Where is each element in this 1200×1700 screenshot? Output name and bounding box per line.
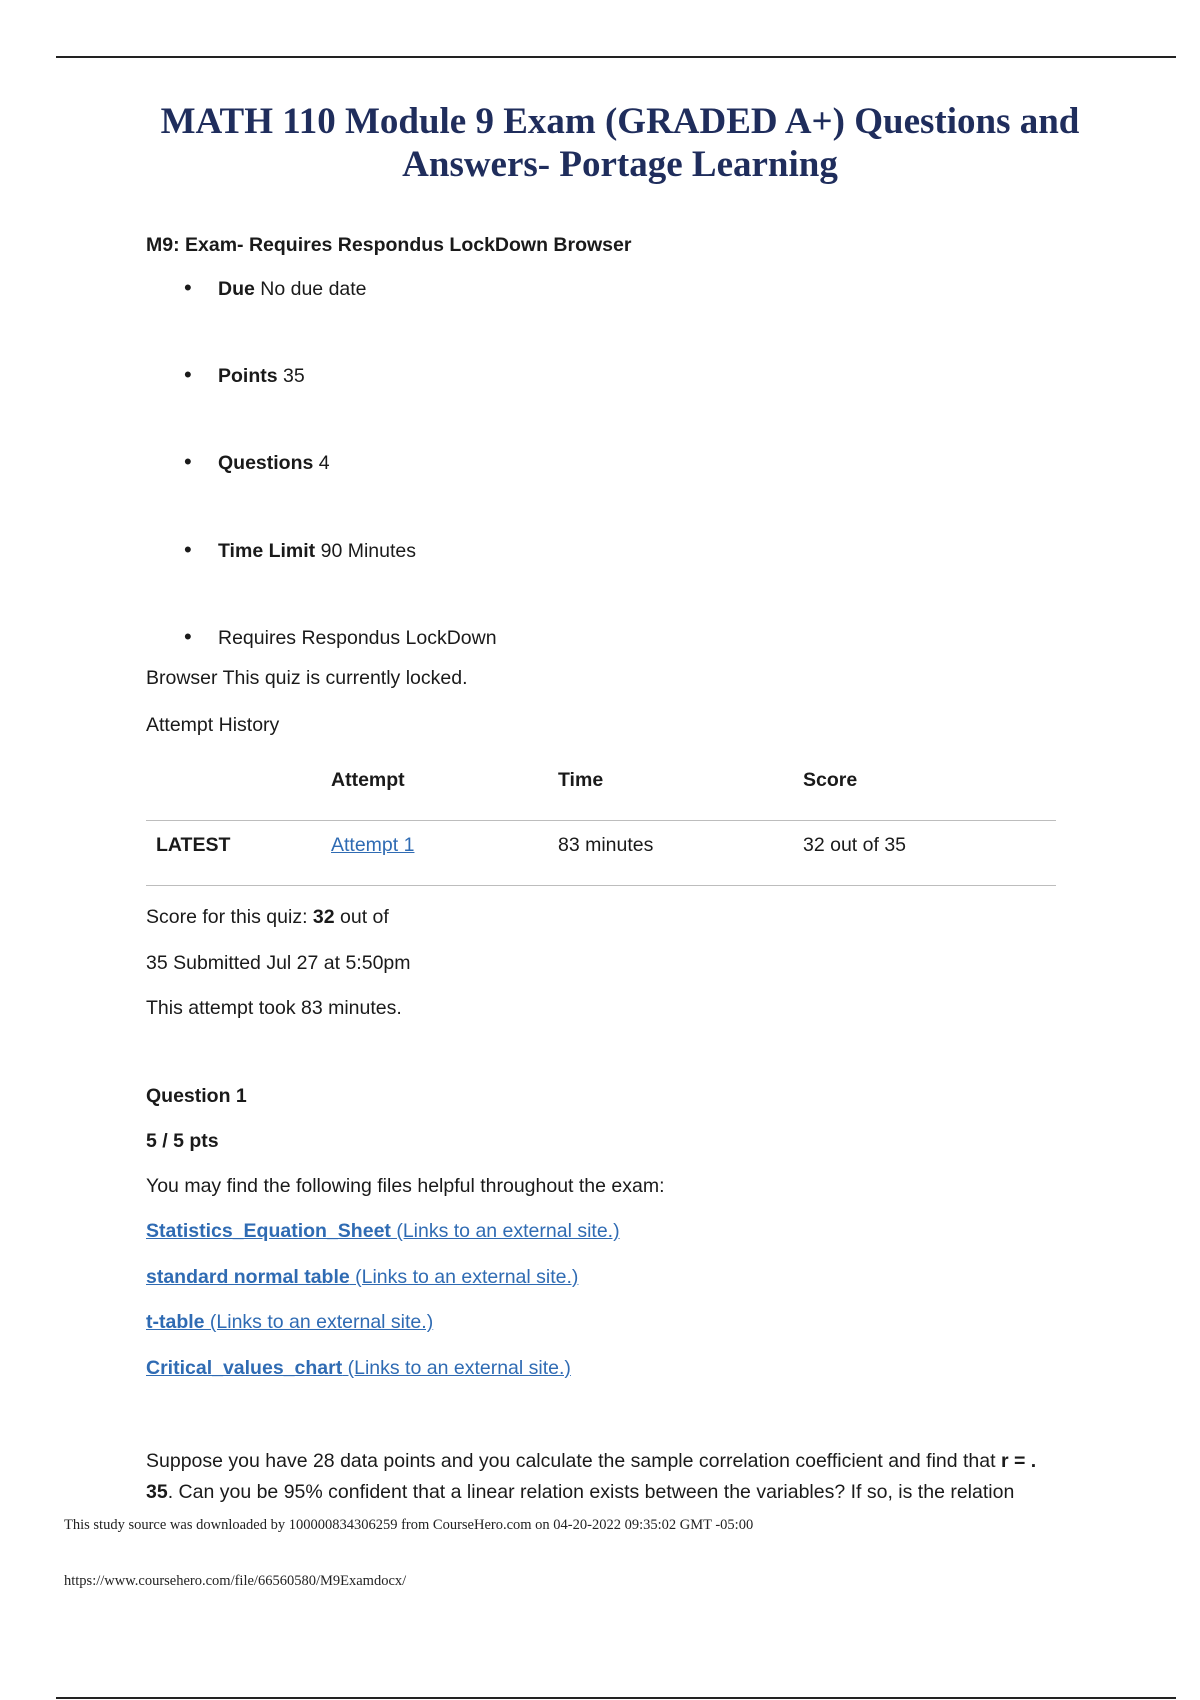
attempt-history-label: Attempt History	[146, 714, 280, 736]
link-name: t-table	[146, 1311, 205, 1333]
bullet-icon: •	[184, 624, 192, 649]
link-name: Statistics_Equation_Sheet	[146, 1220, 391, 1242]
score-prefix: Score for this quiz:	[146, 906, 313, 928]
detail-value: Requires Respondus LockDown	[218, 627, 497, 649]
external-link-note: (Links to an external site.)	[349, 1266, 579, 1288]
external-link-note: (Links to an external site.)	[342, 1357, 571, 1379]
detail-value: 4	[318, 452, 330, 474]
table-header-attempt: Attempt	[331, 769, 405, 791]
link-standard-normal-table[interactable]	[146, 1266, 578, 1289]
link-name: Critical_values_chart	[146, 1357, 343, 1379]
row-time: 83 minutes	[558, 834, 654, 856]
external-link-note: (Links to an external site.)	[390, 1220, 620, 1242]
bottom-rule	[56, 1697, 1176, 1699]
score-line	[146, 906, 389, 929]
bullet-icon: •	[184, 449, 192, 474]
body-text: . Can you be 95% confident that a linear relation exists between the variables? If so, is the relation	[167, 1481, 1015, 1503]
detail-value: 90 Minutes	[320, 540, 416, 562]
table-bottom-divider	[146, 885, 1056, 886]
body-text: Suppose you have 28 data points and you calculate the sample correlation coefficient and find that	[146, 1450, 1001, 1472]
question-1-points: 5 / 5 pts	[146, 1130, 219, 1152]
link-critical-values-chart[interactable]	[146, 1357, 571, 1380]
question-1-intro: You may find the following files helpful throughout the exam:	[146, 1175, 665, 1197]
external-link-note: (Links to an external site.)	[204, 1311, 434, 1333]
detail-label: Due	[218, 278, 255, 300]
lock-status-text: Browser This quiz is currently locked.	[146, 667, 468, 689]
source-url: https://www.coursehero.com/file/66560580/M9Examdocx/	[64, 1573, 407, 1589]
row-tag-latest: LATEST	[156, 834, 231, 856]
bullet-icon: •	[184, 362, 192, 387]
detail-label: Time Limit	[218, 540, 316, 562]
attempt-duration-line: This attempt took 83 minutes.	[146, 997, 402, 1019]
link-t-table[interactable]	[146, 1311, 433, 1334]
bullet-icon: •	[184, 537, 192, 562]
body-emphasis: 35	[146, 1481, 168, 1503]
detail-value: No due date	[260, 278, 367, 300]
link-name: standard normal table	[146, 1266, 350, 1288]
exam-heading: M9: Exam- Requires Respondus LockDown Browser	[146, 234, 632, 256]
download-note: This study source was downloaded by 100000834306259 from CourseHero.com on 04-20-2022 09:35:02 GMT -05:00	[64, 1517, 754, 1533]
score-value: 32	[312, 906, 335, 928]
attempt-1-link[interactable]: Attempt 1	[331, 834, 415, 856]
top-rule	[56, 56, 1176, 58]
table-header-time: Time	[558, 769, 604, 791]
question-1-body-line-2	[146, 1481, 1014, 1504]
detail-label: Points	[218, 365, 278, 387]
title-line-1: MATH 110 Module 9 Exam (GRADED A+) Questions and	[160, 101, 1080, 142]
body-emphasis: r = .	[1000, 1450, 1037, 1472]
submitted-line: 35 Submitted Jul 27 at 5:50pm	[146, 952, 411, 974]
table-divider	[146, 820, 1056, 821]
detail-label: Questions	[218, 452, 314, 474]
question-1-body-line-1	[146, 1450, 1036, 1473]
table-header-score: Score	[803, 769, 858, 791]
question-1-title: Question 1	[146, 1085, 247, 1107]
document-title	[100, 100, 1140, 186]
score-suffix: out of	[334, 906, 389, 928]
title-line-2: Answers- Portage Learning	[402, 144, 838, 185]
row-score: 32 out of 35	[803, 834, 907, 856]
bullet-icon: •	[184, 275, 192, 300]
link-statistics-equation-sheet[interactable]	[146, 1220, 620, 1243]
detail-value: 35	[283, 365, 305, 387]
